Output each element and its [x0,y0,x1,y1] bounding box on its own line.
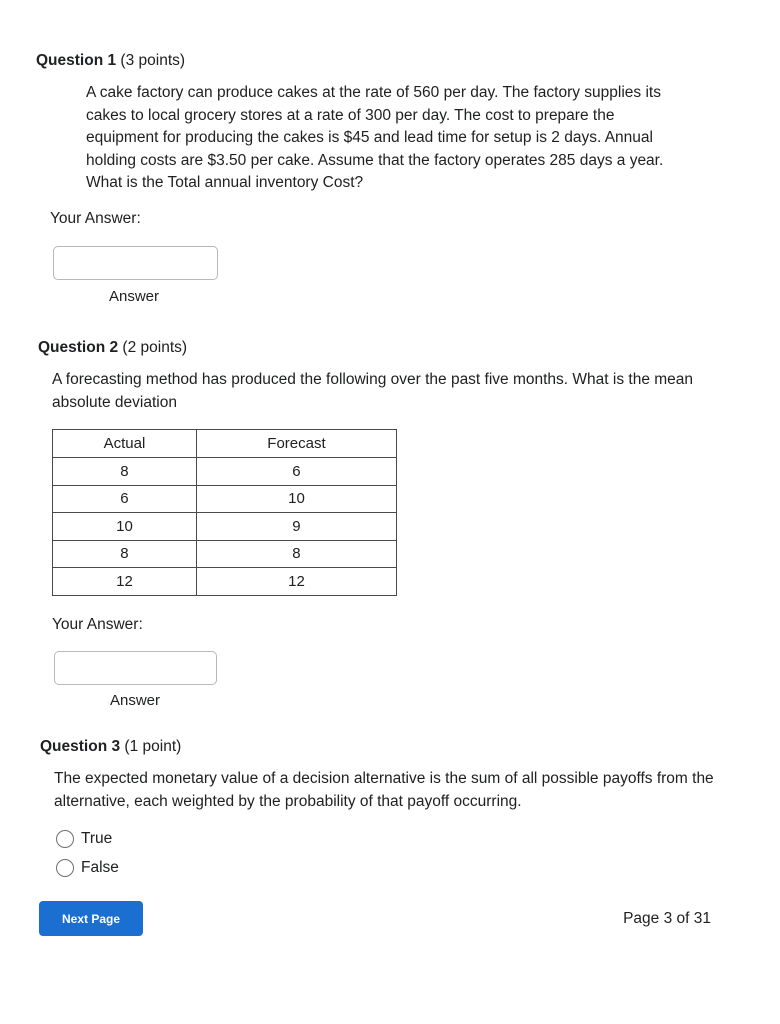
radio-false[interactable] [56,859,74,877]
forecast-table [52,429,397,596]
table-cell-actual: 12 [53,568,197,596]
question-1-answer-input[interactable] [53,246,218,280]
table-row [53,513,397,541]
option-true-label: True [81,830,113,847]
table-cell-forecast: 12 [196,568,396,596]
table-cell-actual: 6 [53,485,197,513]
question-1-text: A cake factory can produce cakes at the rate of 560 per day. The factory supplies its cakes to local grocery stores at a rate of 300 per day. The cost to prepare the equipment for producing the cakes is $45 and lead time for setup is 2 days. Annual holding costs are $3.50 per cake. Assume that the factory operates 285 days a year. What is the Total annual inventory Cost? [86,84,664,191]
table-row [53,458,397,486]
table-cell-actual: 8 [53,540,197,568]
option-false[interactable] [56,857,119,879]
question-3-text: The expected monetary value of a decision alternative is the sum of all possible payoffs from the alternative, each weighted by the probability of that payoff occurring. [54,770,714,810]
question-1-number: Question 1 [36,52,117,69]
table-cell-forecast: 9 [196,513,396,541]
page-indicator: Page 3 of 31 [623,910,711,927]
radio-true[interactable] [56,830,74,848]
table-cell-actual: 10 [53,513,197,541]
table-row [53,568,397,596]
question-3-title [40,737,181,757]
question-1-points: (3 points) [120,52,186,69]
next-page-button[interactable]: Next Page [39,901,143,936]
question-3-points: (1 point) [124,738,182,755]
question-2-your-answer-label: Your Answer: [52,616,143,633]
option-true[interactable] [56,828,112,850]
table-header-forecast: Forecast [196,430,396,458]
question-1-title [36,51,185,71]
table-cell-forecast: 8 [196,540,396,568]
question-2-points: (2 points) [122,339,188,356]
question-3-number: Question 3 [40,738,121,755]
question-2-title [38,338,187,358]
table-header-row [53,430,397,458]
option-false-label: False [81,859,119,876]
table-cell-forecast: 6 [196,458,396,486]
table-row [53,540,397,568]
table-header-actual: Actual [53,430,197,458]
question-1-answer-caption: Answer [109,288,160,305]
table-cell-actual: 8 [53,458,197,486]
question-2-answer-caption: Answer [110,692,161,709]
question-2-answer-input[interactable] [54,651,217,685]
question-2-text: A forecasting method has produced the following over the past five months. What is the mean absolute deviation [52,371,694,411]
table-row [53,485,397,513]
question-2-number: Question 2 [38,339,119,356]
table-cell-forecast: 10 [196,485,396,513]
question-1-your-answer-label: Your Answer: [50,210,141,227]
